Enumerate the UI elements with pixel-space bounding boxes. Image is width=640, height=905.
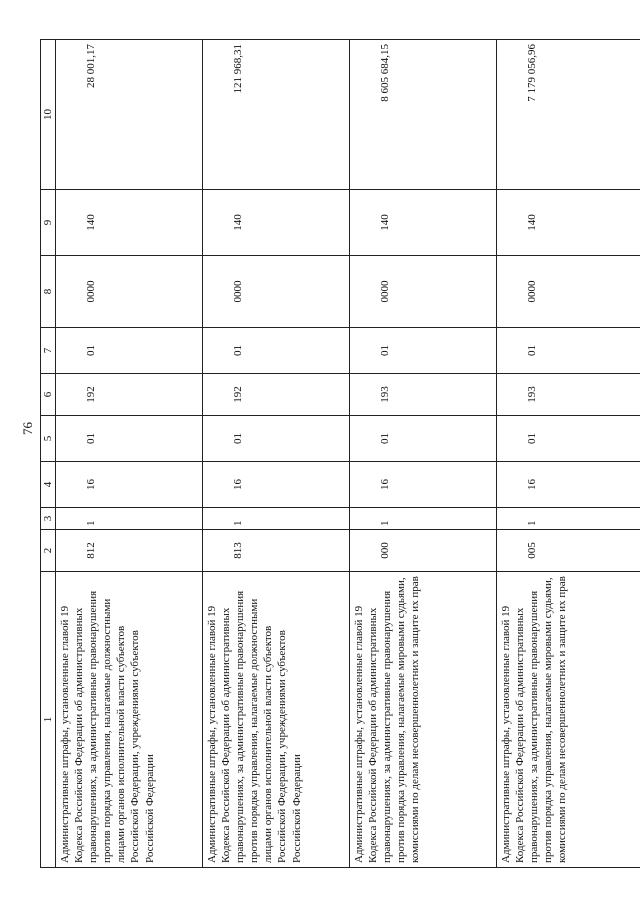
- subgroup-code: 16: [497, 462, 640, 508]
- classification-code: 140: [56, 190, 203, 256]
- program-code: 0000: [350, 256, 497, 328]
- element-code: 01: [203, 328, 350, 374]
- article-code: 01: [203, 416, 350, 462]
- row-description: Административные штрафы, установленные главой 19 Кодекса Российской Федерации об административных правонарушениях, за административные правонарушения против порядка управления, налагаемые должностными лицами органов исполнительной власти субъектов Российской Федерации, учреждениями субъектов Российской Федерации: [203, 572, 350, 868]
- program-code: 0000: [497, 256, 640, 328]
- page-number: 76: [20, 422, 35, 435]
- amount-value: 28 001,17: [56, 40, 203, 190]
- row-description: Административные штрафы, установленные главой 19 Кодекса Российской Федерации об административных правонарушениях, за административные правонарушения против порядка управления, налагаемые мировыми судьями, комиссиями по делам несовершеннолетних и защите их прав: [497, 572, 640, 868]
- element-code: 01: [350, 328, 497, 374]
- row-description: Административные штрафы, установленные главой 19 Кодекса Российской Федерации об административных правонарушениях, за административные правонарушения против порядка управления, налагаемые мировыми судьями, комиссиями по делам несовершеннолетних и защите их прав: [350, 572, 497, 868]
- classification-code: 140: [497, 190, 640, 256]
- header-row: [41, 40, 56, 868]
- subgroup-code: 16: [350, 462, 497, 508]
- subarticle-code: 193: [350, 374, 497, 416]
- row-description: Административные штрафы, установленные главой 19 Кодекса Российской Федерации об административных правонарушениях, за административные правонарушения против порядка управления, налагаемые должностными лицами органов исполнительной власти субъектов Российской Федерации, учреждениями субъектов Российской Федерации: [56, 572, 203, 868]
- header-cell-4: 4: [41, 462, 56, 508]
- group-code: 1: [56, 508, 203, 530]
- budget-table: [40, 39, 640, 868]
- subarticle-code: 193: [497, 374, 640, 416]
- admin-code: 812: [56, 530, 203, 572]
- article-code: 01: [497, 416, 640, 462]
- group-code: 1: [350, 508, 497, 530]
- article-code: 01: [56, 416, 203, 462]
- table-row: [497, 40, 640, 868]
- element-code: 01: [497, 328, 640, 374]
- header-cell-1: 1: [41, 572, 56, 868]
- subgroup-code: 16: [203, 462, 350, 508]
- group-code: 1: [497, 508, 640, 530]
- amount-value: 7 179 056,96: [497, 40, 640, 190]
- header-cell-2: 2: [41, 530, 56, 572]
- header-cell-3: 3: [41, 508, 56, 530]
- amount-value: 121 968,31: [203, 40, 350, 190]
- admin-code: 813: [203, 530, 350, 572]
- amount-value: 8 605 684,15: [350, 40, 497, 190]
- program-code: 0000: [56, 256, 203, 328]
- element-code: 01: [56, 328, 203, 374]
- table-row: [203, 40, 350, 868]
- subarticle-code: 192: [203, 374, 350, 416]
- table-row: [350, 40, 497, 868]
- admin-code: 005: [497, 530, 640, 572]
- classification-code: 140: [350, 190, 497, 256]
- classification-code: 140: [203, 190, 350, 256]
- group-code: 1: [203, 508, 350, 530]
- header-cell-7: 7: [41, 328, 56, 374]
- header-cell-10: 10: [41, 40, 56, 190]
- header-cell-6: 6: [41, 374, 56, 416]
- header-cell-5: 5: [41, 416, 56, 462]
- program-code: 0000: [203, 256, 350, 328]
- article-code: 01: [350, 416, 497, 462]
- subgroup-code: 16: [56, 462, 203, 508]
- subarticle-code: 192: [56, 374, 203, 416]
- table-row: [56, 40, 203, 868]
- rotated-page-content: [40, 40, 569, 868]
- header-cell-8: 8: [41, 256, 56, 328]
- header-cell-9: 9: [41, 190, 56, 256]
- admin-code: 000: [350, 530, 497, 572]
